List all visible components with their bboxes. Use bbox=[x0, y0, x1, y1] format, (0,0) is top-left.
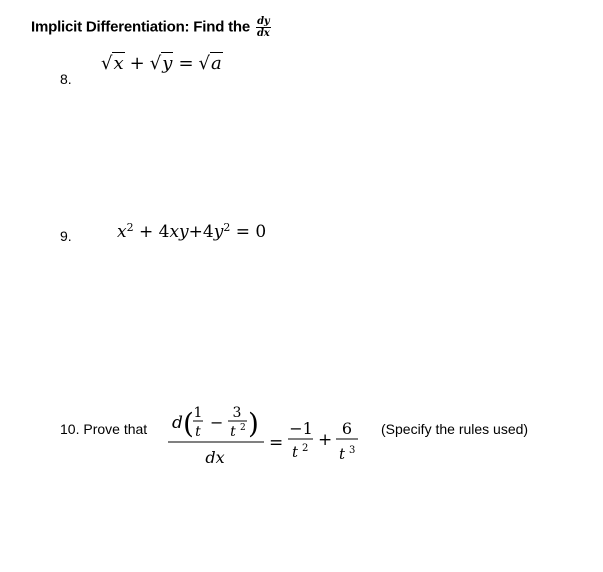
equals-sign-10: = bbox=[269, 433, 284, 453]
derivative-fraction bbox=[256, 16, 271, 39]
lhs-close-paren: ) bbox=[248, 407, 259, 440]
r1-numerator: −1 bbox=[289, 419, 313, 438]
r2-numerator: 6 bbox=[341, 419, 353, 438]
prove-that-text: Prove that bbox=[83, 421, 148, 437]
problem-9-equation bbox=[117, 221, 266, 242]
problem-number-9: 9. bbox=[60, 228, 72, 244]
r2-denominator: t bbox=[338, 445, 346, 463]
equals-zero: = 0 bbox=[230, 222, 267, 242]
term-y: y bbox=[213, 222, 224, 242]
exp-y: 2 bbox=[223, 221, 231, 234]
f2-numerator: 3 bbox=[232, 405, 242, 421]
term-x: x bbox=[117, 222, 127, 242]
rhs-plus: + bbox=[318, 430, 333, 450]
exp-x: 2 bbox=[126, 221, 134, 234]
lhs-d: d bbox=[172, 413, 183, 433]
problem-number-8: 8. bbox=[60, 71, 72, 87]
r2-den-exp: 3 bbox=[349, 445, 356, 456]
derivative-denominator: dx bbox=[257, 28, 270, 39]
problem-10-equation bbox=[150, 395, 380, 475]
problem-8-equation bbox=[101, 53, 223, 74]
problem-number-10: 10. bbox=[60, 421, 80, 437]
sqrt-y: √y bbox=[149, 53, 173, 74]
f1-numerator: 1 bbox=[193, 405, 203, 421]
lhs-open-paren: ( bbox=[183, 407, 194, 440]
title-text: Implicit Differentiation: Find the bbox=[31, 18, 251, 36]
plus-sign: + bbox=[129, 53, 145, 74]
derivative-numerator: dy bbox=[257, 16, 270, 27]
plus-4: + 4 bbox=[133, 222, 170, 242]
lhs-minus: − bbox=[210, 413, 224, 432]
r1-den-exp: 2 bbox=[302, 443, 309, 454]
f2-denominator: t bbox=[230, 424, 236, 440]
lhs-denominator: dx bbox=[205, 448, 225, 467]
plus-4-b: +4 bbox=[188, 222, 214, 242]
sqrt-a: √a bbox=[198, 53, 222, 74]
term-xy: xy bbox=[169, 222, 189, 242]
r1-denominator: t bbox=[291, 443, 299, 461]
radicand-x: x bbox=[113, 53, 124, 74]
radicand-a: a bbox=[211, 53, 222, 74]
sqrt-x: √x bbox=[101, 53, 124, 74]
equals-sign: = bbox=[178, 53, 194, 74]
page-title bbox=[31, 16, 271, 39]
radicand-y: y bbox=[162, 53, 173, 74]
f2-den-exp: 2 bbox=[240, 423, 246, 433]
specify-rules-note: (Specify the rules used) bbox=[381, 421, 529, 437]
problem-10-label bbox=[60, 421, 147, 437]
f1-denominator: t bbox=[195, 424, 201, 440]
